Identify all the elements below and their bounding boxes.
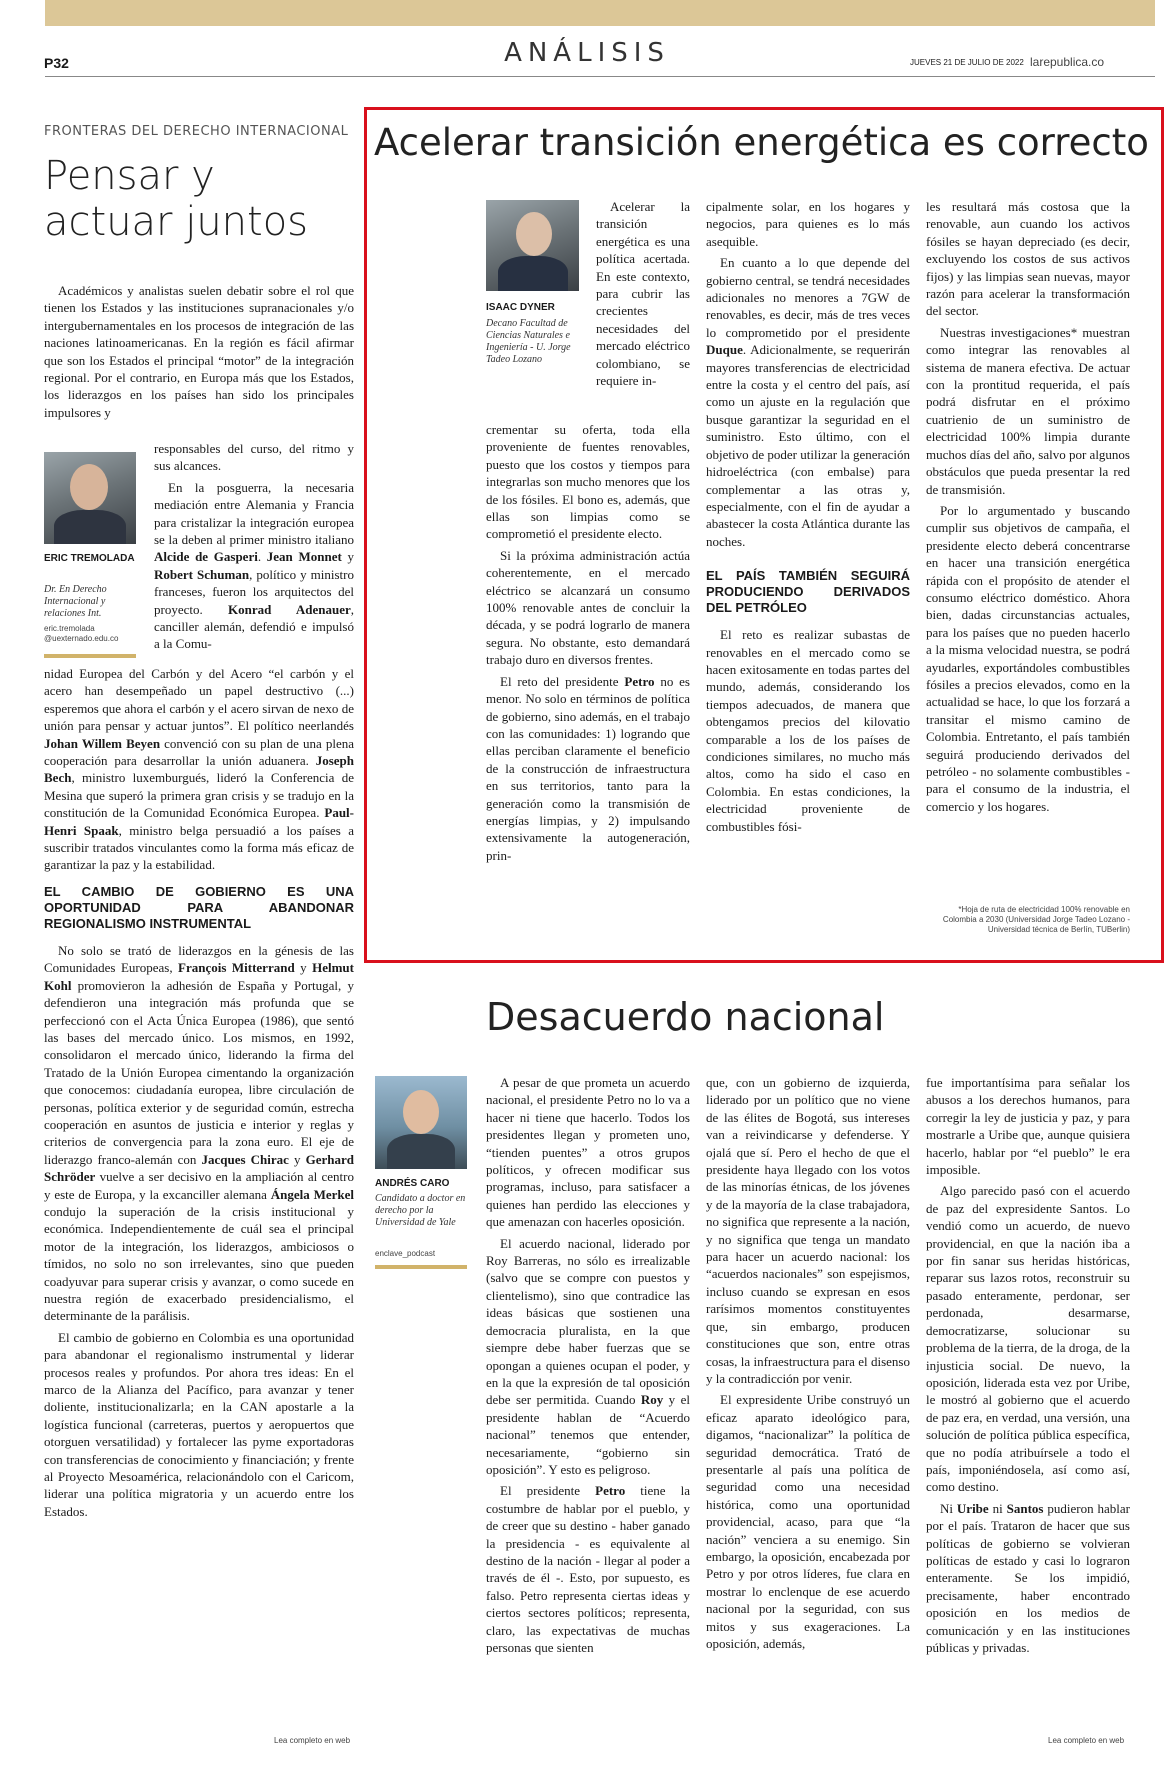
article1-body: nidad Europea del Carbón y del Acero “el carbón y el acero han desempeñado un papel destructivo (...) esperemos que ahora el carbón y el acero sirvan de nexo de unión para pensar y actuar juntos”. El político neerlandés Johan Willem Beyen convenció con su plan de una plena cooperación para desarrollar la unión aduanera. Joseph Bech, ministro luxemburgués, lideró la Conferencia de Mesina que superó la primera gran crisis y se tradujo en la constitución de la Comunidad Económica Europea. Paul-Henri Spaak, ministro belga persuadió a los países a suscribir tratados vinculantes como la forma más eficaz de garantizar la paz y la estabilidad. EL CAMBIO DE GOBIERNO ES UNA OPORTUNIDAD PARA ABANDONAR REGIONALISMO INSTRUMENTAL No solo se trató de liderazgos en la génesis de las Comunidades Europeas, François Mitterrand y Helmut Kohl promovieron la adhesión de España y Portugal, y defendieron una integración más profunda que se perfeccionó con el Acta Única Europea (1986), que sentó las bases del mercado único. Los mismos, en 1992, consolidaron el mercado único, liderando la firma del Tratado de la Unión Europea cimentando la organización que conocemos: ciudadanía europea, libre circulación de personas, política exterior y de seguridad común, estrecha cooperación en asuntos de justicia e interior y reglas y criterios de convergencia para la zona euro. El eje de liderazgo franco-alemán con Jacques Chirac y Gerhard Schröder vuelve a ser decisivo en la ampliación al centro y este de Europa, y la excanciller alemana Ángela Merkel condujo la superación de la crisis institucional y económica. Independientemente de cuál sea el principal motor de la integración, los liderazgos, ambiciosos o tímidos, no solo no son irrelevantes, sino que pueden coadyuvar para superar crisis y avanzar, o como sucede en nuestra región de exacerbado presidencialismo, el determinante de la parálisis. El cambio de gobierno en Colombia es una oportunidad para abandonar el regionalismo instrumental y liderar procesos reales y profundos. Por ahora tres ideas: En el marco de la Alianza del Pacífico, para avanzar y tener doliente, institucionalizarla; en la CAN apostarle a la logística funcional (carreteras, puertos y aeropuertos que otorguen versatilidad) y fortalecer las pyme exportadoras con transferencias de conocimiento y financiación; y frente al Proyecto Mesoamérica, relacionándolo con el Caricom, liderar una política migratoria y un acuerdo entre los Estados. bbox=[44, 666, 355, 1519]
article3-col1: A pesar de que prometa un acuerdo nacional, el presidente Petro no lo va a hacer ni tiene que hacerlo. Todos los presidentes llegan y prometen uno, “tienden puentes” a otros grupos políticos, y ofrecen modificar sus programas, incluso, para satisfacer a quienes han perdido las elecciones y que amenazan con hacerles oposición. El acuerdo nacional, liderado por Roy Barreras, no sólo es irrealizable (salvo que se compre con puestos y clientelismo), sino que contradice las ideas básicas que sostienen una democracia pluralista, en la que siempre debe haber fuerzas que se opongan a quienes ocupan el poder, y en la que la expresión de tal oposición debe ser permitida. Cuando Roy y el presidente hablan de “Acuerdo nacional” tenemos que entender, necesariamente, “gobierno sin oposición”. Y esto es peligroso. El presidente Petro tiene la costumbre de hablar por el pueblo, y de creer que su destino - haber ganado la presidencia - es equivalente al destino de la nación - llegar al poder a través de él -. Esto, por supuesto, es falso. Petro representa ciertas ideas y ciertos sectores políticos; representa, claro, las expectativas de muchas personas que sienten bbox=[486, 1075, 690, 1655]
issue-date: JUEVES 21 DE JULIO DE 2022 bbox=[910, 58, 1024, 67]
author-accent-bar bbox=[375, 1265, 467, 1269]
author-photo-isaac-dyner bbox=[486, 200, 579, 291]
section-title: ANÁLISIS bbox=[504, 38, 670, 68]
article2-footnote: *Hoja de ruta de electricidad 100% renovable en Colombia a 2030 (Universidad Jorge Tadeo Lozano - Universidad técnica de Berlín, TUBerlin) bbox=[942, 905, 1130, 934]
page-number: P32 bbox=[44, 55, 69, 71]
article2-subhead: EL PAÍS TAMBIÉN SEGUIRÁ PRODUCIENDO DERIVADOS DEL PETRÓLEO bbox=[706, 568, 910, 616]
article3-author-handle[interactable]: enclave_podcast bbox=[375, 1249, 436, 1258]
article2-title: Acelerar transición energética es correcto bbox=[374, 121, 1149, 164]
article1-read-more[interactable]: Lea completo en web bbox=[274, 1736, 351, 1745]
article2-col3: les resultará más costosa que la renovable, aun cuando los activos fósiles se hayan depreciado (es decir, excluyendo los costos de sus activos fijos) y las limpias sean nuevas, mayor razón para acelerar la transformación del sector. Nuestras investigaciones* muestran como integrar las renovables al sistema de manera efectiva. De actuar con la prontitud requerida, el país podrá disfrutar en el próximo cuatrienio de un suministro de electricidad 100% limpia durante muchos días del año, salvo por algunos obstáculos que pueda presentar la red de transmisión. Por lo argumentado y buscando cumplir sus objetivos de campaña, el presidente electo deberá concentrarse en hacer una transición energética rápida con el propósito de atender el consumo eléctrico doméstico. Ahora bien, dadas circunstancias actuales, para los países que no pueden hacerlo a la misma velocidad nuestra, se podrá ayudarles, exportándoles combustibles fósiles a precios elevados, como en la actualidad se hace, lo que los forzará a transitar el mismo camino de Colombia. Entretanto, el país también seguirá produciendo derivados del petróleo - no solamente combustibles - para el consumo de la industria, el comercio y los hogares. bbox=[926, 199, 1130, 814]
article1-author-handle[interactable]: eric.tremolada @uexternado.edu.co bbox=[44, 624, 119, 643]
header-divider bbox=[45, 76, 1155, 77]
article2-author-name: ISAAC DYNER bbox=[486, 302, 555, 313]
article3-title: Desacuerdo nacional bbox=[486, 995, 885, 1039]
article3-col2: que, con un gobierno de izquierda, liderado por un político que no viene de las élites de Bogotá, sus intereses van a reivindicarse y defenderse. Y ojalá que sí. Pero el hecho de que el presidente haya llegado con los votos de las minorías étnicas, de los jóvenes y de la mayoría de la clase trabajadora, no significa que represente a la nación, y no significa que tenga un mandato para hacer un acuerdo nacional: los “acuerdos nacionales” son espejismos, incluso cuando se expresan en esos rarísimos momentos constituyentes que, sin embargo, producen constituciones que son, entre otras cosas, la infraestructura para el disenso y la contradicción por venir. El expresidente Uribe construyó un eficaz aparato ideológico para, digamos, “nacionalizar” la política de seguridad democrática. Trató de presentarle al país una política de seguridad como una necesidad histórica, como una oportunidad providencial, acaso, para que “la nación” venciera a su enemigo. Sin embargo, la oposición, encabezada por Petro y por otros líderes, fue clara en mostrar lo enclenque de ese acuerdo nacional por la seguridad, con sus mitos y sus exageraciones. La oposición, además, bbox=[706, 1075, 910, 1651]
article3-author-name: ANDRÉS CARO bbox=[375, 1178, 450, 1189]
article1-intro: Académicos y analistas suelen debatir sobre el rol que tienen los Estados y las instituciones supranacionales y/o intergubernamentales en los procesos de integración de las naciones latinoamericanas. En la región es fácil afirmar que son los Estados el principal “motor” de la integración regional. Por el contrario, en Europa más que los Estados, los liderazgos en los países han sido los principales impulsores y bbox=[44, 283, 354, 420]
article2-text-wrap: Acelerar la transición energética es una política acertada. En este contexto, para cubrir las crecientes necesidades del mercado eléctrico colombiano, se requiere in- bbox=[596, 199, 690, 389]
article2-author-role: Decano Facultad de Ciencias Naturales e Ingeniería - U. Jorge Tadeo Lozano bbox=[486, 318, 571, 365]
article3-author-role: Candidato a doctor en derecho por la Universidad de Yale bbox=[375, 1193, 466, 1228]
article1-kicker: FRONTERAS DEL DERECHO INTERNACIONAL bbox=[44, 124, 349, 139]
author-photo-eric-tremolada bbox=[44, 452, 136, 544]
article1-author-name: ERIC TREMOLADA bbox=[44, 553, 135, 564]
author-accent-bar bbox=[44, 654, 136, 658]
article3-col3: fue importantísima para señalar los abusos a los derechos humanos, para corregir la ley de justicia y paz, y para mostrarle a Uribe que, aunque quisiera hacerlo, hablar por “el pueblo” le era imposible. Algo parecido pasó con el acuerdo de paz del expresidente Santos. Lo vendió como un acuerdo, de nuevo providencial, en que la nación iba a por fin sanar sus heridas históricas, reparar sus lazos rotos, reconstruir su pasado enteramente, perdonar, ser perdonada, desarmarse, democratizarse, solucionar su problema de la tierra, de la droga, de la injusticia social. De nuevo, la oposición, liderada esta vez por Uribe, le mostró al gobierno que el acuerdo de paz era, en verdad, una versión, una solución de política pública específica, que no podía atribuírsele a todo el país, imponiéndosela, así como así, como destino. Ni Uribe ni Santos pudieron hablar por el país. Trataron de hacer que sus políticas de gobierno se volvieran políticas de estado y casi lo lograron enteramente. Se los impidió, precisamente, haber encontrado oposición en los medios de comunicación y en las instituciones públicas y privadas. bbox=[926, 1075, 1130, 1655]
article1-author-role: Dr. En Derecho Internacional y relaciones Int. bbox=[44, 584, 107, 619]
site-url[interactable]: larepublica.co bbox=[1030, 55, 1105, 69]
article3-read-more[interactable]: Lea completo en web bbox=[1048, 1736, 1125, 1745]
article1-text-wrap: responsables del curso, del ritmo y sus alcances. En la posguerra, la necesaria mediación entre Alemania y Francia para cristalizar la integración europea se la deben al primer ministro italiano Alcide de Gasperi. Jean Monnet y Robert Schuman, político y ministro franceses, fueron los arquitectos del proyecto. Konrad Adenauer, canciller alemán, defendió e impulsó a la Comu- bbox=[154, 441, 355, 652]
top-color-band bbox=[45, 0, 1155, 26]
article1-title: Pensar y actuar juntos bbox=[44, 153, 309, 245]
article1-subhead: EL CAMBIO DE GOBIERNO ES UNA OPORTUNIDAD PARA ABANDONAR REGIONALISMO INSTRUMENTAL bbox=[44, 883, 354, 931]
article2-col1: crementar su oferta, toda ella proveniente de fuentes renovables, puesto que los costos y tiempos para integrarlas son mucho menores que los de los fósiles. El bono es, además, que ellas son limpias como se comprometió el presidente electo. Si la próxima administración actúa coherentemente, en el mercado eléctrico se alcanzará un consumo 100% renovable antes de concluir la década, y se podrá lograrlo de manera segura. No obstante, esto demandará trabajo duro en diversos frentes. El reto del presidente Petro no es menor. No solo en términos de política de gobierno, sino además, en el trabajo con las comunidades: 1) logrando que ellas perciban claramente el beneficio de la construcción de infraestructura en sus territorios, tanto para la generación como la transmisión de energías limpias, y 2) impulsando extensivamente la autogeneración, prin- bbox=[486, 422, 690, 863]
article2-col2: cipalmente solar, en los hogares y negocios, para quienes es lo más asequible. En cuanto a lo que depende del gobierno central, se tendrá necesidades adicionales no menores a 7GW de renovables, es decir, más de tres veces lo comprometido por el presidente Duque. Adicionalmente, se requerirán mayores transferencias de electricidad entre la costa y el centro del país, así como un ajuste en la regulación que busque garantizar la seguridad en el suministro. Esto último, con el objetivo de poder utilizar la generación hidroeléctrica (con embalse) para complementar a las otras y, especialmente, con el fin de ayudar a abastecer la costa Atlántica durante las noches. EL PAÍS TAMBIÉN SEGUIRÁ PRODUCIENDO DERIVADOS DEL PETRÓLEO El reto es realizar subastas de renovables en el mercado como se hacen exitosamente en todas partes del mundo, además, considerando los tiempos adecuados, de manera que obtengamos precios del kilovatio comparable a los de los países de condiciones similares, no mucho más altos, como ha sido el caso en Colombia. En estas condiciones, la electricidad proveniente de combustibles fósi- bbox=[706, 199, 910, 834]
author-photo-andres-caro bbox=[375, 1076, 467, 1169]
